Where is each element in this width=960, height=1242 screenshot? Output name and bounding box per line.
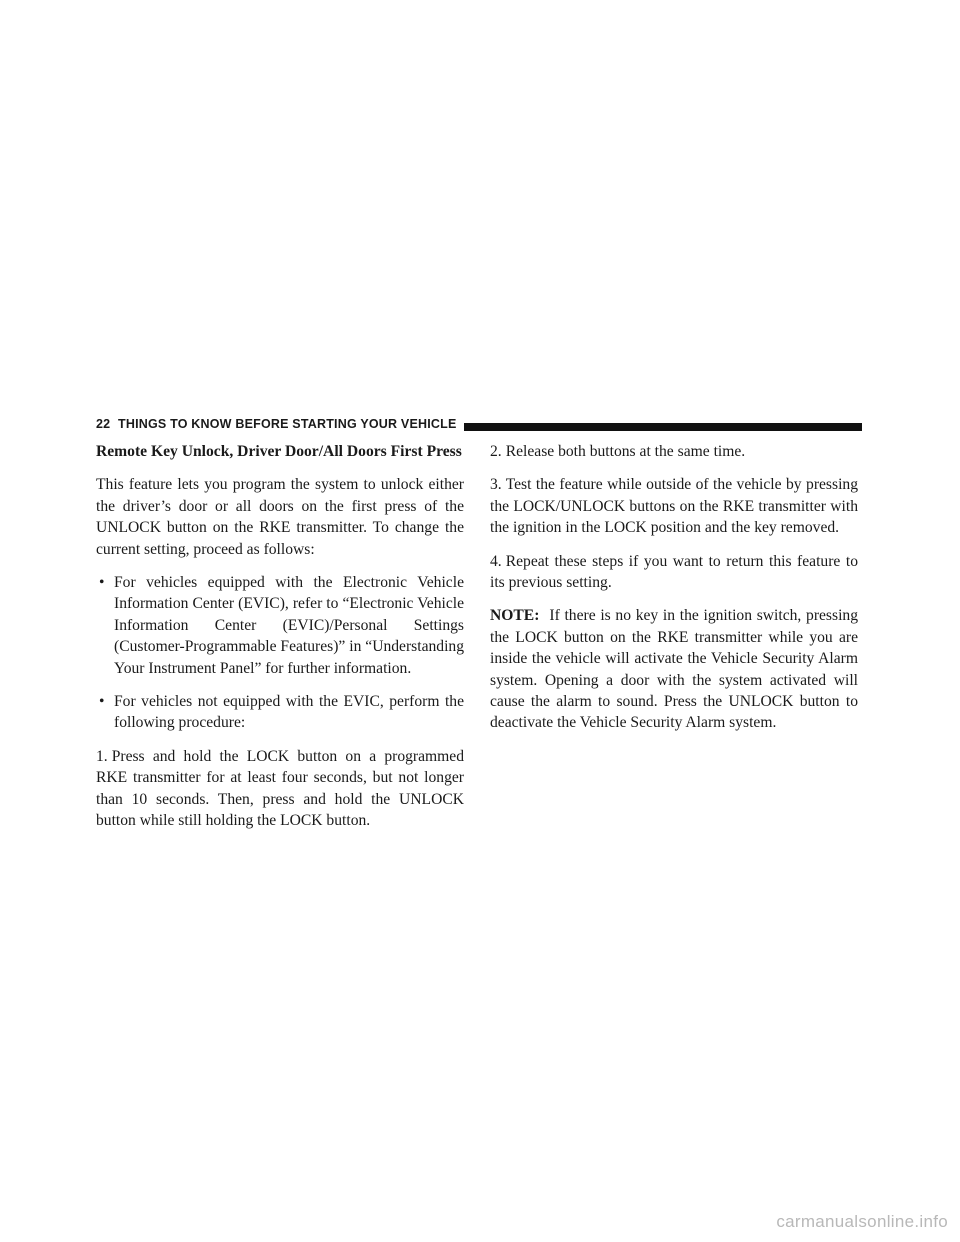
step-2 <box>490 441 858 462</box>
step-number: 4. <box>490 552 502 570</box>
note-text: If there is no key in the ignition switch, pressing the LOCK button on the RKE transmitter while you are inside the vehicle will activate the Vehicle Security Alarm system. Opening a door with the system activated will cause the alarm to sound. Press the UNLOCK button to deactivate the Vehicle Security Alarm system. <box>490 607 858 732</box>
bullet-text: For vehicles not equipped with the EVIC, perform the following procedure: <box>114 693 464 732</box>
step-text: Repeat these steps if you want to return this feature to its previous setting. <box>490 552 858 592</box>
section-heading: Remote Key Unlock, Driver Door/All Doors First Press <box>96 443 462 460</box>
step-3 <box>490 474 858 538</box>
page-number: 22 <box>96 417 111 431</box>
bullet-mark: • <box>99 693 105 711</box>
bullet-item <box>96 572 464 679</box>
step-text: Press and hold the LOCK button on a programmed RKE transmitter for at least four seconds, but not longer than 10 seconds. Then, press and hold the UNLOCK button while still holding the LOCK button. <box>96 747 464 830</box>
bullet-mark: • <box>99 574 105 592</box>
intro-paragraph: This feature lets you program the system to unlock either the driver’s door or all doors on the first press of the UNLOCK button on the RKE transmitter. To change the current setting, proceed as follows: <box>96 476 464 558</box>
page-header <box>96 415 862 433</box>
note-paragraph <box>490 605 858 733</box>
step-number: 2. <box>490 443 502 460</box>
step-number: 3. <box>490 476 502 494</box>
header-rule <box>464 423 862 431</box>
step-1 <box>96 746 464 832</box>
step-text: Test the feature while outside of the vehicle by pressing the LOCK/UNLOCK buttons on the RKE transmitter with the ignition in the LOCK position and the key removed. <box>490 476 858 537</box>
step-4 <box>490 551 858 594</box>
left-column <box>96 441 464 844</box>
right-column <box>490 441 858 746</box>
bullet-item <box>96 691 464 734</box>
section-title: THINGS TO KNOW BEFORE STARTING YOUR VEHICLE <box>118 417 457 431</box>
watermark: carmanualsonline.info <box>776 1212 948 1231</box>
bullet-text: For vehicles equipped with the Electronic Vehicle Information Center (EVIC), refer to “Electronic Vehicle Information Center (EVIC)/Personal Settings (Customer-Programmable Features)” in “Understanding Your Instrument Panel” for further information. <box>114 574 465 677</box>
step-text: Release both buttons at the same time. <box>505 443 746 460</box>
note-label: NOTE: <box>490 607 540 625</box>
step-number: 1. <box>96 747 108 765</box>
